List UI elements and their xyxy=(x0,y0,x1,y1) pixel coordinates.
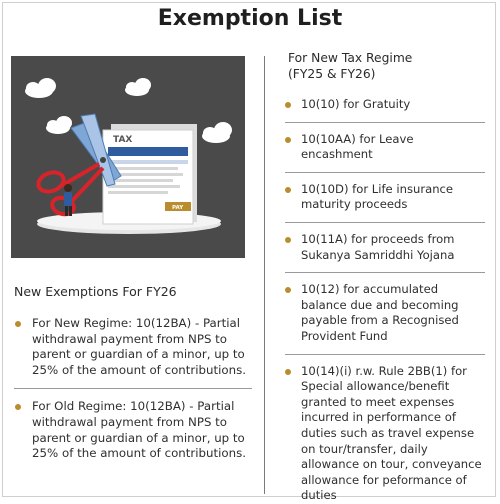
list-item xyxy=(285,97,485,113)
bullet-dot-icon xyxy=(15,404,21,410)
bullet-dot-icon xyxy=(285,102,291,108)
cloud-icon xyxy=(46,116,72,134)
list-item xyxy=(285,232,485,263)
tax-scissors-illustration xyxy=(11,56,245,258)
list-item-text: 10(14)(i) r.w. Rule 2BB(1) for Special allowance/benefit granted to meet expenses incurred in performance of duties such as travel expense on tour/transfer, daily allowance on tour, conveyance allowance for peformance of duties xyxy=(301,363,482,503)
list-item-text: 10(10AA) for Leave encashment xyxy=(301,131,414,162)
column-divider xyxy=(264,56,265,494)
list-item-text: 10(10D) for Life insurance maturity proceeds xyxy=(301,181,454,212)
bullet-dot-icon xyxy=(285,137,291,143)
bullet-dot-icon xyxy=(15,321,21,327)
list-item-text: For New Regime: 10(12BA) - Partial withdrawal payment from NPS to parent or guardian of a minor, up to 25% of the amount of contributions. xyxy=(32,316,246,377)
bullet-dot-icon xyxy=(285,287,291,293)
heading-line: For New Tax Regime xyxy=(288,51,413,65)
cloud-icon xyxy=(202,122,232,143)
list-item-text: For Old Regime: 10(12BA) - Partial withdrawal payment from NPS to parent or guardian of a minor, up to 25% of the amount of contributions. xyxy=(32,399,246,461)
heading-line: (FY25 & FY26) xyxy=(288,67,376,81)
tax-illustration xyxy=(11,56,245,258)
list-item xyxy=(14,399,252,461)
tax-label: TAX xyxy=(113,135,133,145)
cloud-icon xyxy=(25,78,56,98)
list-item-text: 10(12) for accumulated balance due and becoming payable from a Recognised Provident Fund xyxy=(301,282,459,343)
new-exemptions-heading: New Exemptions For FY26 xyxy=(14,284,177,299)
exemption-list xyxy=(285,97,485,504)
list-item-text: 10(11A) for proceeds from Sukanya Samriddhi Yojana xyxy=(301,231,455,262)
pay-label: PAY xyxy=(172,205,184,211)
list-item xyxy=(285,364,485,504)
list-item xyxy=(285,132,485,163)
list-item xyxy=(285,282,485,344)
page-title: Exemption List xyxy=(157,6,343,31)
list-item xyxy=(285,182,485,213)
new-exemptions-list xyxy=(14,316,252,462)
bullet-dot-icon xyxy=(285,187,291,193)
cloud-icon xyxy=(125,78,151,96)
list-item-text: 10(10) for Gratuity xyxy=(301,97,411,111)
new-tax-regime-heading xyxy=(288,50,488,82)
person-figure xyxy=(64,184,72,216)
bullet-dot-icon xyxy=(285,237,291,243)
bullet-dot-icon xyxy=(285,369,291,375)
list-item xyxy=(14,316,252,378)
